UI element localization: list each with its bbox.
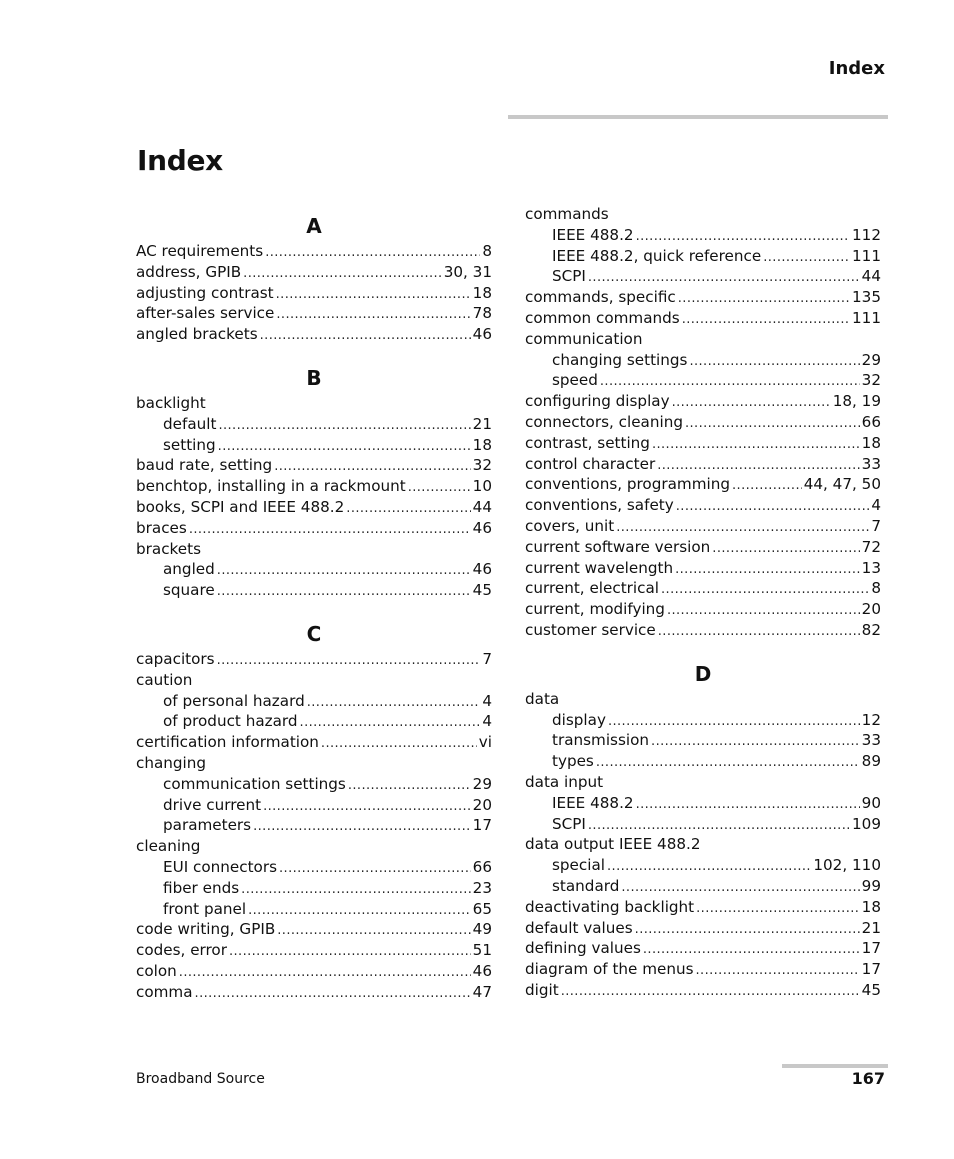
entry-term: changing (136, 753, 207, 772)
dot-leader (712, 539, 859, 560)
index-subentry (525, 370, 881, 391)
index-entry (525, 412, 881, 433)
entry-term: transmission (552, 731, 650, 750)
entry-page-number: 46 (472, 325, 492, 344)
index-entry (136, 539, 492, 560)
dot-leader (667, 601, 860, 622)
index-entry (525, 329, 881, 350)
entry-page-number: 45 (472, 581, 492, 600)
index-entry (136, 303, 492, 324)
index-entry (136, 476, 492, 497)
entry-term: fiber ends (163, 878, 240, 897)
entry-page-number: 33 (861, 731, 881, 750)
index-subentry (525, 855, 881, 876)
entry-term: commands, specific (525, 288, 676, 307)
entry-page-number: 17 (472, 816, 492, 835)
dot-leader (408, 478, 471, 499)
entry-page-number: 30, 31 (443, 262, 492, 281)
entry-term: angled brackets (136, 325, 258, 344)
index-entry (525, 474, 881, 495)
entry-term: special (552, 856, 605, 875)
header-rule (508, 115, 888, 119)
index-entry (525, 516, 881, 537)
dot-leader (682, 310, 850, 331)
entry-term: cleaning (136, 837, 201, 856)
index-subentry (136, 774, 492, 795)
entry-page-number: 47 (472, 982, 492, 1001)
entry-page-number: 29 (861, 350, 881, 369)
entry-term: parameters (163, 816, 252, 835)
index-entry (136, 982, 492, 1003)
index-subentry (136, 815, 492, 836)
entry-page-number: 8 (871, 579, 881, 598)
entry-term: current, modifying (525, 600, 665, 619)
entry-page-number: 18 (472, 435, 492, 454)
dot-leader (588, 816, 850, 837)
entry-term: deactivating backlight (525, 897, 695, 916)
dot-leader (277, 921, 470, 942)
entry-page-number: 18, 19 (832, 392, 881, 411)
section-letter: B (306, 365, 322, 390)
entry-term: drive current (163, 795, 262, 814)
index-subentry (525, 266, 881, 287)
entry-term: common commands (525, 308, 680, 327)
entry-term: certification information (136, 733, 319, 752)
entry-term: after-sales service (136, 304, 275, 323)
entry-page-number: 89 (861, 752, 881, 771)
dot-leader (635, 920, 860, 941)
entry-page-number: 82 (861, 620, 881, 639)
entry-page-number: 8 (482, 242, 492, 260)
entry-page-number: 18 (861, 897, 881, 916)
dot-leader (607, 857, 811, 878)
entry-term: square (163, 581, 215, 600)
entry-term: benchtop, installing in a rackmount (136, 477, 406, 496)
section-gap (136, 601, 492, 620)
entry-term: current software version (525, 537, 711, 556)
entry-page-number: 33 (861, 454, 881, 473)
entry-page-number: 44 (472, 497, 492, 516)
entry-page-number: vi (478, 733, 492, 752)
dot-leader (588, 268, 860, 289)
index-entry (136, 649, 492, 670)
dot-leader (217, 582, 471, 603)
entry-page-number: 102, 110 (813, 856, 881, 875)
entry-term: codes, error (136, 941, 227, 960)
entry-term: types (552, 752, 594, 771)
index-entry (136, 455, 492, 476)
entry-term: baud rate, setting (136, 456, 273, 475)
entry-page-number: 46 (472, 560, 492, 579)
entry-page-number: 135 (852, 288, 881, 307)
index-entry (525, 959, 881, 980)
index-entry (136, 262, 492, 283)
entry-term: capacitors (136, 649, 215, 668)
entry-page-number: 45 (861, 980, 881, 999)
entry-page-number: 51 (472, 941, 492, 960)
entry-page-number: 111 (852, 246, 881, 265)
dot-leader (263, 797, 471, 818)
dot-leader (689, 352, 859, 373)
index-entry (525, 433, 881, 454)
entry-term: adjusting contrast (136, 283, 274, 302)
index-subentry (525, 876, 881, 897)
index-entry (525, 918, 881, 939)
index-subentry (136, 691, 492, 712)
entry-term: communication settings (163, 774, 346, 793)
entry-term: customer service (525, 620, 656, 639)
index-subentry (525, 246, 881, 267)
dot-leader (658, 622, 860, 643)
entry-page-number: 66 (472, 857, 492, 876)
index-entry (136, 670, 492, 691)
entry-term: of product hazard (163, 712, 298, 731)
entry-page-number: 32 (472, 456, 492, 475)
entry-page-number: 90 (861, 793, 881, 812)
entry-page-number: 7 (871, 516, 881, 535)
entry-term: IEEE 488.2 (552, 793, 634, 812)
index-column-right (525, 204, 881, 1001)
dot-leader (661, 580, 869, 601)
index-subentry (136, 795, 492, 816)
entry-page-number: 12 (861, 710, 881, 729)
dot-leader (763, 248, 850, 269)
entry-page-number: 29 (472, 774, 492, 793)
dot-leader (218, 416, 470, 437)
index-entry (136, 518, 492, 539)
running-header-title: Index (828, 58, 885, 79)
index-entry (136, 836, 492, 857)
index-entry (525, 599, 881, 620)
entry-page-number: 109 (852, 814, 881, 833)
index-subentry (525, 225, 881, 246)
index-subentry (136, 878, 492, 899)
dot-leader (678, 289, 850, 310)
footer-document-title: Broadband Source (136, 1071, 265, 1087)
dot-leader (217, 561, 471, 582)
dot-leader (608, 712, 860, 733)
index-column-left (136, 212, 492, 1003)
entry-page-number: 72 (861, 537, 881, 556)
index-entry (525, 308, 881, 329)
dot-leader (218, 437, 471, 458)
entry-term: front panel (163, 899, 247, 918)
index-entry (136, 324, 492, 345)
entry-page-number: 17 (861, 939, 881, 958)
entry-page-number: 99 (861, 876, 881, 895)
page-number: 167 (851, 1069, 885, 1088)
index-entry (525, 834, 881, 855)
entry-term: caution (136, 670, 193, 689)
entry-term: speed (552, 371, 598, 390)
index-entry (525, 537, 881, 558)
dot-leader (265, 243, 480, 264)
index-subentry (525, 751, 881, 772)
entry-term: SCPI (552, 267, 586, 286)
entry-page-number: 23 (472, 878, 492, 897)
section-gap (136, 345, 492, 364)
dot-leader (636, 795, 860, 816)
index-subentry (525, 350, 881, 371)
entry-term: SCPI (552, 814, 586, 833)
dot-leader (276, 305, 470, 326)
index-entry (525, 454, 881, 475)
footer-rule (782, 1064, 888, 1068)
dot-leader (596, 753, 860, 774)
entry-term: commands (525, 205, 609, 223)
entry-page-number: 44, 47, 50 (803, 475, 881, 494)
entry-term: control character (525, 454, 656, 473)
entry-term: data output IEEE 488.2 (525, 835, 701, 854)
entry-term: angled (163, 560, 215, 579)
entry-term: conventions, programming (525, 475, 730, 494)
index-entry (525, 772, 881, 793)
dot-leader (248, 901, 471, 922)
entry-term: contrast, setting (525, 433, 650, 452)
index-entry (525, 558, 881, 579)
dot-leader (616, 518, 869, 539)
entry-page-number: 44 (861, 267, 881, 286)
dot-leader (676, 497, 870, 518)
entry-page-number: 65 (472, 899, 492, 918)
page-title: Index (137, 144, 223, 177)
entry-term: EUI connectors (163, 857, 278, 876)
entry-term: AC requirements (136, 242, 264, 260)
dot-leader (279, 859, 471, 880)
index-subentry (136, 435, 492, 456)
index-entry (136, 497, 492, 518)
index-subentry (525, 710, 881, 731)
entry-page-number: 111 (852, 308, 881, 327)
index-subentry (525, 730, 881, 751)
dot-leader (621, 878, 859, 899)
entry-page-number: 18 (472, 283, 492, 302)
index-entry (525, 391, 881, 412)
entry-page-number: 4 (482, 712, 492, 731)
entry-term: digit (525, 980, 559, 999)
dot-leader (732, 476, 802, 497)
entry-term: IEEE 488.2 (552, 225, 634, 244)
dot-leader (307, 693, 481, 714)
entry-term: standard (552, 876, 620, 895)
dot-leader (685, 414, 860, 435)
dot-leader (274, 457, 470, 478)
entry-term: configuring display (525, 392, 670, 411)
section-letter: C (306, 621, 322, 646)
dot-leader (651, 732, 860, 753)
dot-leader (643, 940, 860, 961)
entry-term: default values (525, 918, 633, 937)
index-entry (525, 689, 881, 710)
index-entry (525, 287, 881, 308)
index-entry (136, 732, 492, 753)
dot-leader (321, 734, 477, 755)
entry-page-number: 21 (472, 414, 492, 433)
section-gap (525, 641, 881, 660)
index-entry (525, 204, 881, 225)
index-entry (136, 919, 492, 940)
entry-term: diagram of the menus (525, 960, 694, 979)
entry-page-number: 46 (472, 961, 492, 980)
section-letter: D (694, 661, 712, 686)
index-entry (136, 241, 492, 262)
entry-term: default (163, 414, 217, 433)
entry-term: backlight (136, 393, 206, 412)
dot-leader (561, 982, 860, 1003)
dot-leader (195, 984, 471, 1005)
index-subentry (136, 414, 492, 435)
entry-term: IEEE 488.2, quick reference (552, 246, 762, 265)
index-entry (136, 961, 492, 982)
entry-page-number: 66 (861, 412, 881, 431)
entry-term: address, GPIB (136, 262, 242, 281)
entry-term: current wavelength (525, 558, 674, 577)
dot-leader (276, 285, 471, 306)
index-subentry (136, 899, 492, 920)
index-entry (525, 620, 881, 641)
dot-leader (652, 435, 860, 456)
entry-page-number: 18 (861, 433, 881, 452)
index-entry (136, 393, 492, 414)
entry-term: setting (163, 435, 216, 454)
dot-leader (636, 227, 850, 248)
index-subentry (136, 711, 492, 732)
entry-term: data (525, 689, 560, 708)
entry-page-number: 10 (472, 477, 492, 496)
entry-page-number: 17 (861, 960, 881, 979)
entry-term: of personal hazard (163, 691, 305, 710)
dot-leader (229, 942, 471, 963)
entry-page-number: 49 (472, 920, 492, 939)
entry-term: colon (136, 961, 177, 980)
section-letter: A (306, 214, 322, 238)
entry-term: display (552, 710, 606, 729)
dot-leader (241, 880, 471, 901)
entry-term: braces (136, 518, 187, 537)
index-entry (525, 897, 881, 918)
entry-term: books, SCPI and IEEE 488.2 (136, 497, 345, 516)
index-entry (525, 495, 881, 516)
index-entry (136, 283, 492, 304)
entry-page-number: 4 (871, 496, 881, 515)
dot-leader (260, 326, 471, 347)
dot-leader (346, 499, 470, 520)
entry-page-number: 78 (472, 304, 492, 323)
index-subentry (525, 814, 881, 835)
entry-page-number: 13 (861, 558, 881, 577)
entry-term: comma (136, 982, 193, 1001)
entry-term: current, electrical (525, 579, 659, 598)
dot-leader (600, 372, 860, 393)
dot-leader (300, 713, 481, 734)
dot-leader (657, 456, 859, 477)
entry-page-number: 112 (852, 225, 881, 244)
dot-leader (348, 776, 471, 797)
index-entry (525, 578, 881, 599)
entry-term: covers, unit (525, 516, 615, 535)
index-entry (525, 938, 881, 959)
index-entry (136, 940, 492, 961)
entry-term: connectors, cleaning (525, 412, 683, 431)
index-subentry (136, 857, 492, 878)
dot-leader (672, 393, 831, 414)
entry-term: changing settings (552, 350, 688, 369)
dot-leader (696, 961, 860, 982)
entry-page-number: 21 (861, 918, 881, 937)
entry-term: communication (525, 329, 643, 348)
dot-leader (217, 651, 481, 672)
dot-leader (696, 899, 860, 920)
entry-page-number: 4 (482, 691, 492, 710)
dot-leader (675, 560, 860, 581)
dot-leader (179, 963, 471, 984)
entry-page-number: 7 (482, 649, 492, 668)
index-subentry (136, 580, 492, 601)
entry-page-number: 20 (861, 600, 881, 619)
entry-page-number: 46 (472, 518, 492, 537)
dot-leader (253, 817, 471, 838)
index-subentry (525, 793, 881, 814)
entry-page-number: 20 (472, 795, 492, 814)
index-entry (136, 753, 492, 774)
entry-term: brackets (136, 539, 202, 558)
dot-leader (189, 520, 471, 541)
index-subentry (136, 559, 492, 580)
index-entry (525, 980, 881, 1001)
entry-page-number: 32 (861, 371, 881, 390)
dot-leader (243, 264, 442, 285)
entry-term: data input (525, 772, 604, 791)
entry-term: defining values (525, 939, 641, 958)
entry-term: code writing, GPIB (136, 920, 276, 939)
entry-term: conventions, safety (525, 496, 674, 515)
